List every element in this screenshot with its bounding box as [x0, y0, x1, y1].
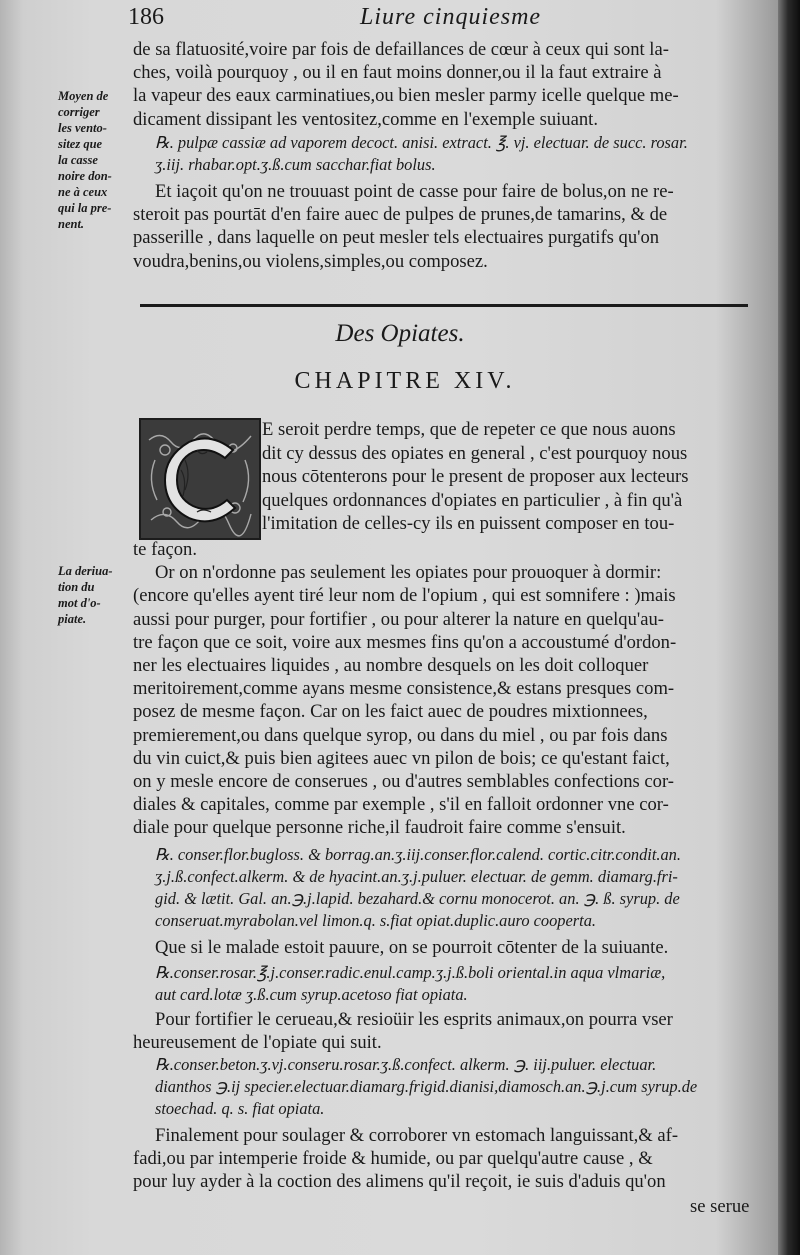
- page-number: 186: [128, 4, 164, 30]
- margin-note-line: mot d'o-: [58, 596, 101, 610]
- text-line: Finalement pour soulager & corroborer vn estomach languissant,& af-: [155, 1125, 679, 1146]
- margin-note-line: qui la pre-: [58, 201, 112, 215]
- text-line: aussi pour purger, pour fortifier , ou pour alterer la nature en quelqu'au-: [133, 608, 664, 630]
- recipe-line: ℞.conser.rosar.℥.j.conser.radic.enul.camp.ʒ.j.ß.boli oriental.in aqua vlmariæ,: [155, 963, 666, 982]
- text-line: steroit pas pourtāt d'en faire auec de pulpes de prunes,de tamarins, & de: [133, 204, 668, 226]
- recipe-line: gid. & lætit. Gal. an.℈.j.lapid. bezahard.& cornu monocerot. an. ℈. ß. syrup. de: [155, 889, 680, 908]
- text-line: ner les electuaires liquides , au nombre desquels on les doit colloquer: [133, 655, 649, 677]
- margin-note-line: sitez que: [58, 137, 103, 151]
- running-head: Liure cinquiesme: [360, 4, 542, 30]
- margin-note-line: nent.: [58, 217, 85, 231]
- text-line: diales & capitales, comme par exemple , s'il en falloit ordonner vne cor-: [133, 794, 669, 816]
- stomach-paragraph: [133, 1124, 763, 1194]
- chapter-heading: CHAPITRE XIV.: [294, 368, 516, 394]
- poor-patient-line: Que si le malade estoit pauure, on se pourroit cōtenter de la suiuante.: [155, 937, 669, 958]
- margin-note-line: la casse: [58, 153, 98, 167]
- recipe-line: dianthos ℈.ij specier.electuar.diamarg.frigid.dianisi,diamosch.an.℈.j.cum syrup.de: [155, 1077, 698, 1096]
- text-line: diale pour quelque personne riche,il faudroit faire comme s'ensuit.: [133, 817, 626, 839]
- text-line: premierement,ou dans quelque syrop, ou dans du miel , ou par fois dans: [133, 724, 668, 746]
- recipe-line: ʒ.j.ß.confect.alkerm. & de hyacint.an.ʒ.j.puluer. electuar. de gemm. diamarg.fri-: [155, 867, 678, 886]
- margin-note-line: ne à ceux: [58, 185, 108, 199]
- text-line: fadi,ou par intemperie froide & humide, ou par quelqu'autre cause , &: [133, 1148, 653, 1170]
- recipe-line: ʒ.iij. rhabar.opt.ʒ.ß.cum sacchar.fiat bolus.: [155, 155, 436, 174]
- text-line: Et iaçoit qu'on ne trouuast point de casse pour faire de bolus,on ne re-: [155, 181, 674, 202]
- second-paragraph: [133, 180, 763, 273]
- recipe-2: [133, 844, 763, 932]
- initial-ornament: [141, 420, 259, 538]
- section-divider: [140, 304, 748, 307]
- text-line: Pour fortifier le cerueau,& resioüir les esprits animaux,on pourra vser: [155, 1009, 673, 1030]
- margin-note-line: tion du: [58, 580, 95, 594]
- page-gutter-shadow: [778, 0, 800, 1255]
- margin-note-line: piate.: [58, 612, 87, 626]
- text-line: te façon.: [133, 539, 198, 560]
- brain-paragraph: [133, 1008, 763, 1054]
- page-header: [128, 4, 748, 40]
- text-line: ches, voilà pourquoy , ou il en faut moins donner,ou il la faut extraire à: [133, 62, 662, 84]
- margin-note-line: noire don-: [58, 169, 112, 183]
- margin-note-line: Moyen de: [58, 89, 109, 103]
- text-line: quelques ordonnances d'opiates en particulier , à fin qu'à: [262, 489, 683, 511]
- text-line: heureusement de l'opiate qui suit.: [133, 1032, 382, 1054]
- margin-note-line: corriger: [58, 105, 100, 119]
- text-line: posez de mesme façon. Car on les faict auec de poudres mixtionnees,: [133, 701, 648, 723]
- text-line: meritoirement,comme ayans mesme consistence,& estans presques com-: [133, 678, 675, 700]
- text-line: voudra,benins,ou violens,simples,ou composez.: [133, 250, 488, 272]
- margin-note-line: La deriua-: [58, 564, 113, 578]
- margin-note-line: les vento-: [58, 121, 107, 135]
- recipe-4: [133, 1054, 763, 1120]
- text-line: nous cōtenterons pour le present de proposer aux lecteurs: [262, 466, 689, 488]
- recipe-3: [133, 962, 763, 1006]
- top-paragraph: [133, 38, 763, 131]
- decorated-initial-c: [139, 418, 261, 540]
- text-line: dicament dissipant les ventositez,comme en l'exemple suiuant.: [133, 108, 598, 130]
- text-line: E seroit perdre temps, que de repeter ce que nous auons: [262, 419, 676, 440]
- recipe-line: ℞. conser.flor.bugloss. & borrag.an.ʒ.iij.conser.flor.calend. cortic.citr.condit.an.: [155, 845, 681, 864]
- recipe-1: [133, 132, 765, 176]
- text-line: du vin cuict,& puis bien agitees auec vn pilon de bois; ce qu'estant faict,: [133, 747, 670, 769]
- chapter-opening: [262, 418, 762, 536]
- text-line: tre façon que ce soit, voire aux mesmes fins qu'on a accoustumé d'ordon-: [133, 631, 677, 653]
- text-line: passerille , dans laquelle on peut mesler tels electuaires purgatifs qu'on: [133, 227, 660, 249]
- text-line: la vapeur des eaux carminatiues,ou bien mesler parmy icelle quelque me-: [133, 85, 679, 107]
- text-line: dit cy dessus des opiates en general , c'est pourquoy nous: [262, 442, 688, 464]
- recipe-line: aut card.lotæ ʒ.ß.cum syrup.acetoso fiat opiata.: [155, 985, 468, 1004]
- text-line: Or on n'ordonne pas seulement les opiates pour prouoquer à dormir:: [155, 562, 662, 584]
- margin-note-casse: [58, 88, 130, 232]
- recipe-line: conseruat.myrabolan.vel limon.q. s.fiat opiat.duplic.auro cooperta.: [155, 911, 596, 930]
- catchword: se serue: [690, 1196, 750, 1217]
- text-line: on y mesle encore de conserues , ou d'autres semblables confections cor-: [133, 771, 674, 793]
- text-line: de sa flatuosité,voire par fois de defaillances de cœur à ceux qui sont la-: [133, 39, 669, 60]
- margin-note-opiate: [58, 563, 130, 627]
- text-line: (encore qu'elles ayent tiré leur nom de l'opium , qui est somnifere : )mais: [133, 585, 676, 607]
- recipe-line: ℞. pulpæ cassiæ ad vaporem decoct. anisi. extract. ℥. vj. electuar. de succ. rosar.: [155, 133, 688, 152]
- text-line: pour luy ayder à la coction des alimens qu'il reçoit, ie suis d'aduis qu'on: [133, 1171, 666, 1193]
- text-line: l'imitation de celles-cy ils en puissent composer en tou-: [262, 513, 675, 535]
- recipe-line: ℞.conser.beton.ʒ.vj.conseru.rosar.ʒ.ß.confect. alkerm. ℈. iij.puluer. electuar.: [155, 1055, 657, 1074]
- section-title: Des Opiates.: [335, 320, 465, 347]
- recipe-line: stoechad. q. s. fiat opiata.: [155, 1099, 325, 1118]
- body-paragraph: [133, 538, 763, 840]
